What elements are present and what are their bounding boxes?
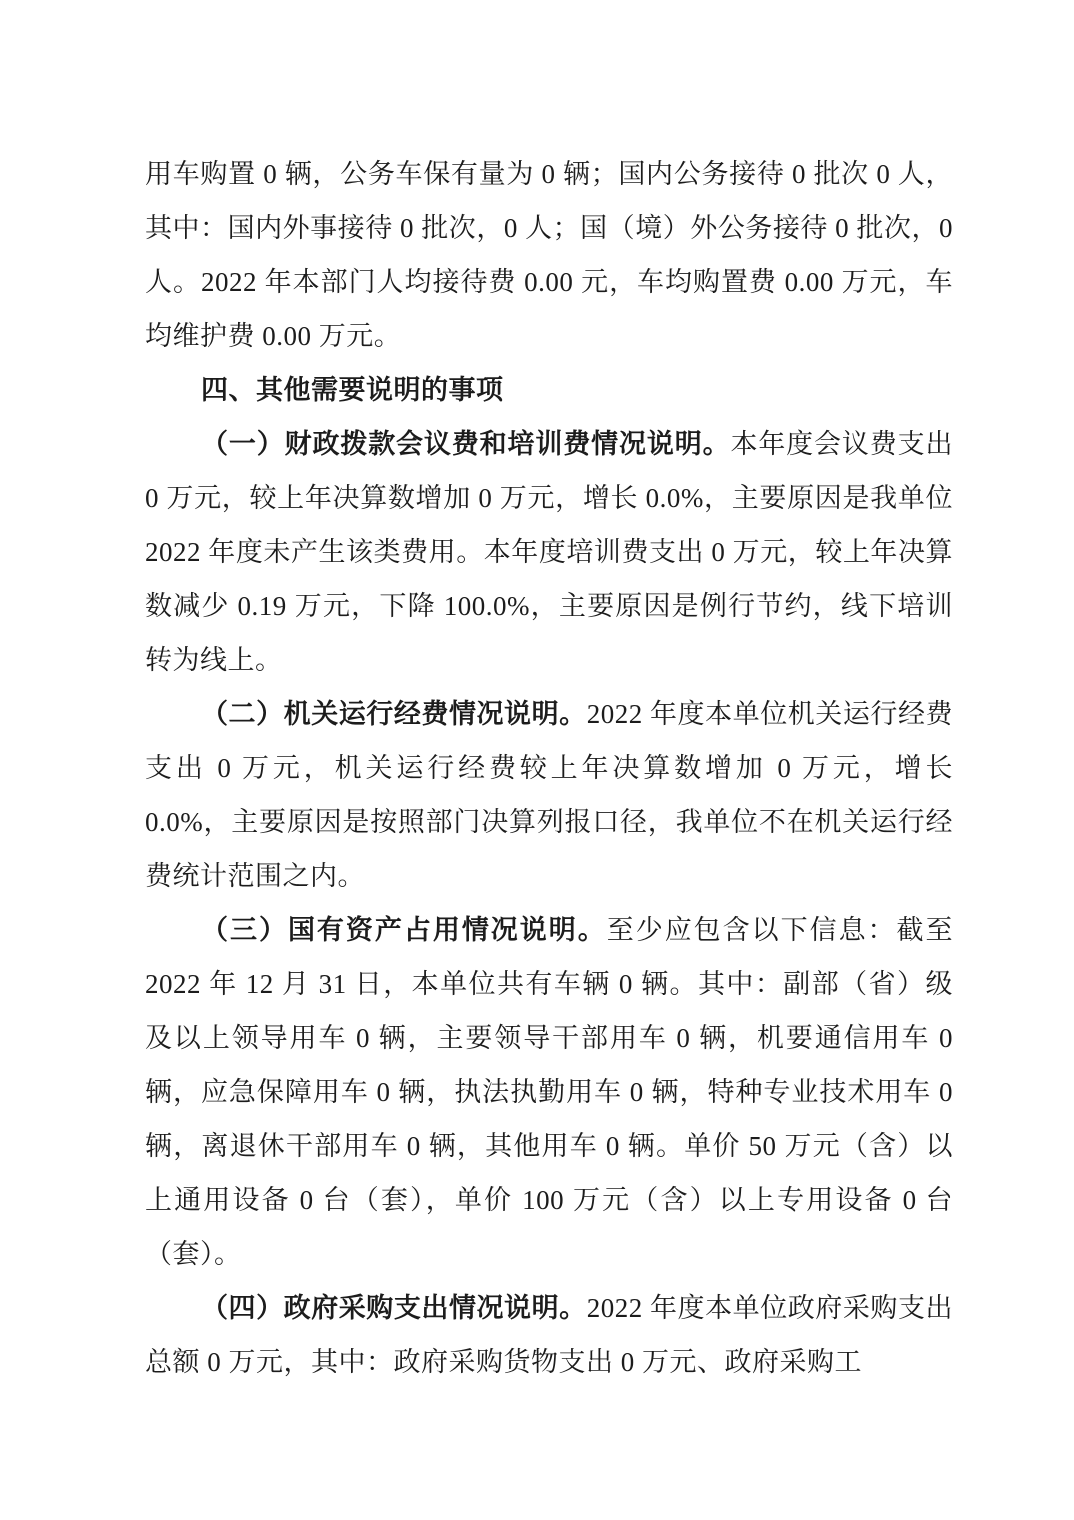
subsection-1-body: 本年度会议费支出 0 万元，较上年决算数增加 0 万元，增长 0.0%，主要原因是我单位 2022 年度未产生该类费用。本年度培训费支出 0 万元，较上年决算数减少 0.19 万元，下降 100.0%，主要原因是例行节约，线下培训转为线上。: [145, 429, 954, 675]
subsection-2-body: 2022 年度本单位机关运行经费支出 0 万元，机关运行经费较上年决算数增加 0 万元，增长 0.0%，主要原因是按照部门决算列报口径，我单位不在机关运行经费统计范围之内。: [145, 699, 954, 891]
subsection-paragraph-3: [145, 903, 953, 1281]
subsection-4-body: 2022 年度本单位政府采购支出总额 0 万元，其中：政府采购货物支出 0 万元、政府采购工: [145, 1293, 954, 1377]
section-heading: 四、其他需要说明的事项: [201, 375, 504, 405]
subsection-4-lead: （四）政府采购支出情况说明。: [201, 1293, 587, 1323]
subsection-3-lead: （三）国有资产占用情况说明。: [201, 915, 607, 945]
document-body: [145, 147, 953, 1389]
subsection-paragraph-2: [145, 687, 953, 903]
subsection-3-body: 至少应包含以下信息：截至 2022 年 12 月 31 日，本单位共有车辆 0 辆。其中：副部（省）级及以上领导用车 0 辆，主要领导干部用车 0 辆，机要通信用车 0 辆，应急保障用车 0 辆，执法执勤用车 0 辆，特种专业技术用车 0 辆，离退休干部用车 0 辆，其他用车 0 辆。单价 50 万元（含）以上通用设备 0 台（套），单价 100 万元（含）以上专用设备 0 台（套）。: [145, 915, 954, 1269]
subsection-2-lead: （二）机关运行经费情况说明。: [201, 699, 587, 729]
subsection-paragraph-1: [145, 417, 953, 687]
subsection-paragraph-4: [145, 1281, 953, 1389]
subsection-1-lead: （一）财政拨款会议费和培训费情况说明。: [201, 429, 731, 459]
paragraph-continuation: 用车购置 0 辆，公务车保有量为 0 辆；国内公务接待 0 批次 0 人，其中：国内外事接待 0 批次，0 人；国（境）外公务接待 0 批次，0 人。2022 年本部门人均接待费 0.00 元，车均购置费 0.00 万元，车均维护费 0.00 万元。: [145, 159, 953, 351]
